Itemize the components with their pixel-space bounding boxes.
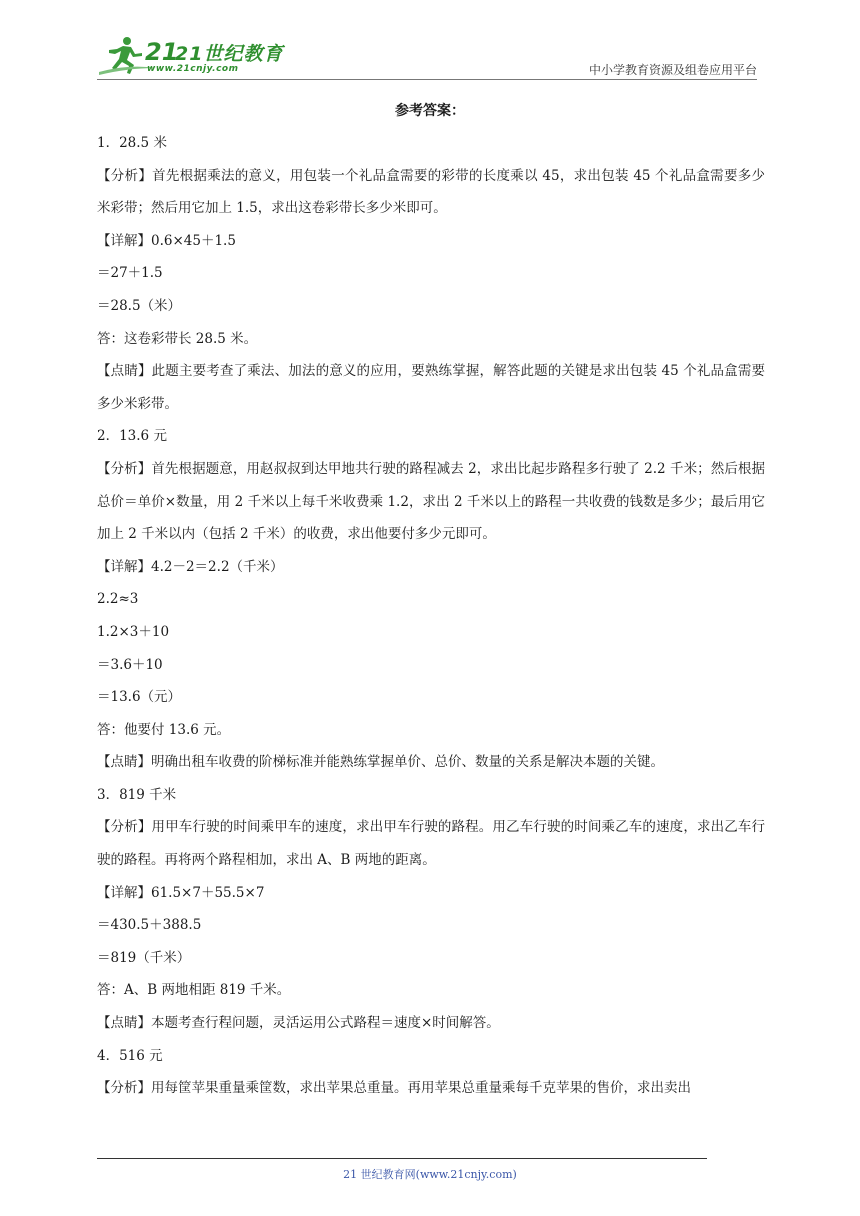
footer-text: 21 世纪教育网(www.21cnjy.com)	[343, 1168, 517, 1181]
line: ＝819（千米）	[97, 949, 191, 966]
line: 【点睛】本题考查行程问题，灵活运用公式路程＝速度×时间解答。	[97, 1015, 500, 1032]
line: 【分析】首先根据乘法的意义，用包装一个礼品盒需要的彩带的长度乘以 45，求出包装 45 个礼品盒需要多少米彩带；然后用它加上 1.5，求出这卷彩带长多少米即可。	[97, 167, 765, 217]
line: 答：A、B 两地相距 819 千米。	[97, 982, 291, 999]
line: ＝430.5＋388.5	[97, 917, 202, 934]
line: 【详解】4.2－2＝2.2（千米）	[97, 558, 284, 575]
line: 【详解】61.5×7＋55.5×7	[97, 884, 265, 901]
line: 4．516 元	[97, 1047, 163, 1064]
line: ＝27＋1.5	[97, 265, 163, 282]
line: 【详解】0.6×45＋1.5	[97, 232, 236, 249]
logo-text: 21世纪教育	[175, 43, 284, 65]
logo-url: www.21cnjy.com	[147, 64, 239, 74]
line: 【分析】用甲车行驶的时间乘甲车的速度，求出甲车行驶的路程。用乙车行驶的时间乘乙车的速度，求出乙车行驶的路程。再将两个路程相加，求出 A、B 两地的距离。	[97, 819, 765, 869]
line: 1．28.5 米	[97, 135, 167, 151]
page-header	[97, 30, 757, 80]
line: 3．819 千米	[97, 786, 177, 803]
line: 【分析】用每筐苹果重量乘筐数，求出苹果总重量。再用苹果总重量乘每千克苹果的售价，求出卖出	[97, 1080, 691, 1097]
line: 2.2≈3	[97, 591, 139, 608]
line: ＝13.6（元）	[97, 689, 182, 706]
line: 答：他要付 13.6 元。	[97, 721, 231, 738]
line: 1.2×3＋10	[97, 623, 170, 640]
line: ＝3.6＋10	[97, 656, 163, 673]
answer-title: 参考答案：	[395, 103, 465, 119]
line: 2．13.6 元	[97, 428, 167, 445]
line: ＝28.5（米）	[97, 297, 182, 314]
line: 答：这卷彩带长 28.5 米。	[97, 330, 258, 347]
svg-text:21: 21	[145, 38, 179, 66]
line: 【点睛】此题主要考查了乘法、加法的意义的应用，要熟练掌握，解答此题的关键是求出包装 45 个礼品盒需要多少米彩带。	[97, 363, 765, 412]
header-divider	[97, 79, 757, 80]
footer-divider	[97, 1158, 707, 1159]
line: 【分析】首先根据题意，用赵叔叔到达甲地共行驶的路程减去 2，求出比起步路程多行驶了 2.2 千米；然后根据总价＝单价×数量，用 2 千米以上每千米收费乘 1.2，求出 2 千米以上的路程一共收费的钱数是多少；最后用它加上 2 千米以内（包括 2 千米）的收费，求出他要付多少元即可。	[97, 460, 765, 543]
platform-name: 中小学教育资源及组卷应用平台	[588, 63, 757, 77]
line: 【点睛】明确出租车收费的阶梯标准并能熟练掌握单价、总价、数量的关系是解决本题的关键。	[97, 754, 664, 771]
answer-content	[97, 127, 765, 1105]
